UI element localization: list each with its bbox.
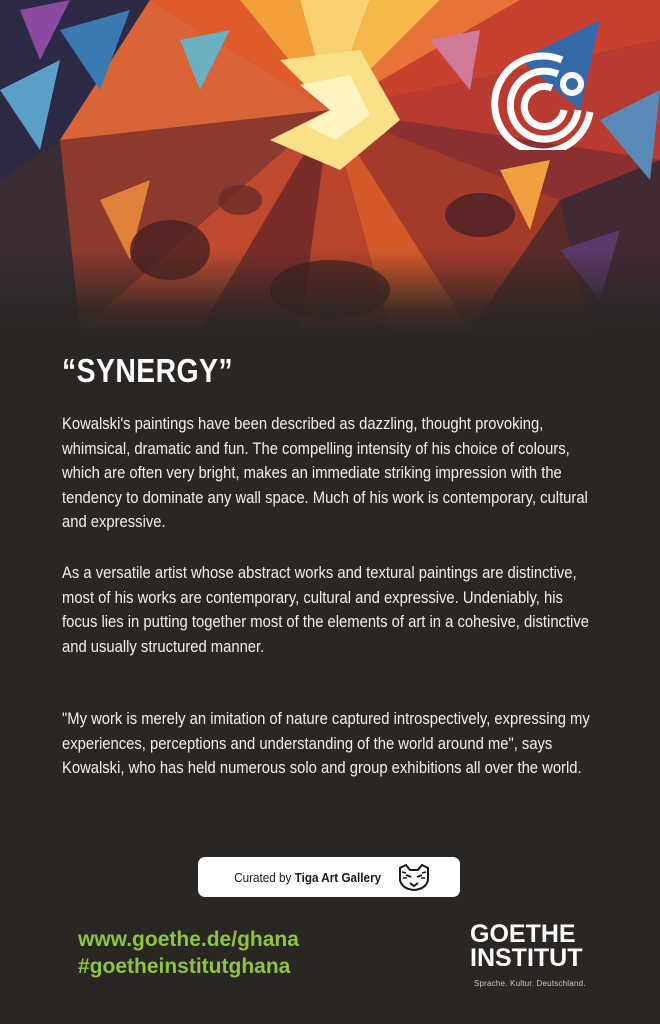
- website-link[interactable]: www.goethe.de/ghana: [78, 928, 299, 951]
- brand-tagline: Sprache. Kultur. Deutschland.: [474, 979, 586, 988]
- curated-prefix: Curated by: [234, 869, 295, 885]
- hero-fade: [0, 250, 660, 330]
- paragraph-description: Kowalski's paintings have been described as dazzling, thought provoking, whimsical, dramatic and fun. The compelling intensity of his choice of colours, which are often very bright, makes an immediate striking impression with the tendency to dominate any wall space. Much of his work is contemporary, cultural and expressive.: [62, 414, 588, 531]
- paragraph-quote: "My work is merely an imitation of nature captured introspectively, expressing my experiences, perceptions and understanding of the world around me", says Kowalski, who has held numerous solo and group exhibitions all over the world.: [62, 709, 590, 777]
- paragraph-versatile-artist: As a versatile artist whose abstract works and textural paintings are distinctive, most of his works are contemporary, cultural and expressive. Undeniably, his focus lies in putting together most of the elements of art in a cohesive, distinctive and usually structured manner.: [62, 563, 589, 656]
- curated-label: [235, 870, 382, 885]
- curated-by-badge: [198, 857, 460, 897]
- brand-line-2: INSTITUT: [470, 944, 583, 972]
- page-title: “SYNERGY”: [62, 352, 234, 389]
- hashtag: #goetheinstitutghana: [78, 955, 291, 978]
- goethe-institut-logo: [470, 922, 610, 970]
- brand-line-1: GOETHE: [470, 920, 576, 948]
- tiger-face-icon: [396, 862, 432, 892]
- gallery-name: Tiga Art Gallery: [294, 869, 382, 885]
- hero-painting: [0, 0, 660, 330]
- goethe-spiral-logo-icon: [462, 40, 602, 150]
